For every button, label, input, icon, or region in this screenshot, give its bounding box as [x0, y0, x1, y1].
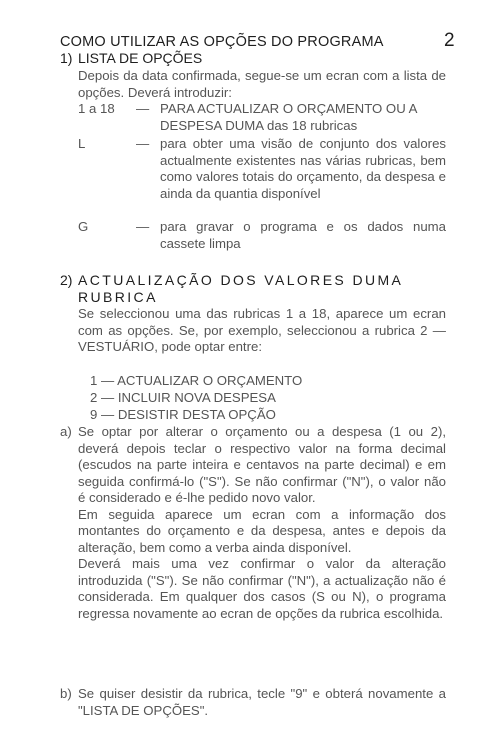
page-title: COMO UTILIZAR AS OPÇÕES DO PROGRAMA [60, 34, 384, 50]
item-key: G [78, 219, 89, 234]
option-text: 1 — ACTUALIZAR O ORÇAMENTO [90, 373, 303, 388]
item-dash: — [136, 219, 150, 234]
subsection-a-text [78, 424, 446, 622]
section-2-heading [60, 272, 450, 305]
section-2-number: 2) [60, 272, 73, 288]
subsection-b [60, 686, 450, 719]
paragraph: Se optar por alterar o orçamento ou a despesa (1 ou 2), deverá depois teclar o respectivo valor na forma decimal (escudos na parte inteira e centavos na parte decimal) e em seguida confirmá-lo ("S"). Se não confirmar ("N"), o valor não é considerado e é-lhe pedido novo valor. [78, 424, 446, 505]
subsection-b-text [78, 686, 446, 719]
item-dash: — [136, 136, 150, 151]
item-description: PARA ACTUALIZAR O ORÇAMENTO OU A DESPESA DUMA das 18 rubricas [160, 101, 417, 133]
section-1-title: LISTA DE OPÇÕES [78, 50, 203, 66]
list-item [78, 136, 446, 218]
option-text: 9 — DESISTIR DESTA OPÇÃO [90, 407, 276, 422]
item-description: para obter uma visão de conjunto dos valores actualmente existentes nas várias rubricas, bem como valores totais do orçamento, da despesa e ainda da quantia disponível [160, 136, 446, 201]
paragraph: Deverá mais uma vez confirmar o valor da alteração introduzida ("S"). Se não confirmar ("N"), a actualização não é considerada. Em qualquer dos casos (S ou N), o programa regressa novamente ao ecran de opções da rubrica escolhida. [78, 556, 446, 621]
option-line [90, 407, 276, 424]
page-number: 2 [444, 30, 455, 51]
paragraph: Em seguida aparece um ecran com a informação dos montantes do orçamento e da despesa, antes e depois da alteração, bem como a verba ainda disponível. [78, 506, 446, 555]
section-2-intro-text: Se seleccionou uma das rubricas 1 a 18, aparece um ecran com as opções. Se, por exemplo, seleccionou a rubrica 2 — VESTUÁRIO, pode optar entre: [78, 306, 446, 354]
item-key: L [78, 136, 86, 151]
option-text: 2 — INCLUIR NOVA DESPESA [90, 390, 276, 405]
option-line [90, 373, 302, 390]
section-1-intro [78, 68, 446, 101]
section-2-title: ACTUALIZAÇÃO DOS VALORES DUMA RUBRICA [78, 272, 403, 305]
section-1-intro-text: Depois da data confirmada, segue-se um ecran com a lista de opções. Deverá introduzir: [78, 68, 446, 100]
section-1-heading [60, 50, 202, 66]
list-item [78, 101, 446, 134]
list-item [78, 219, 446, 252]
subsection-a-label: a) [60, 424, 72, 439]
item-description: para gravar o programa e os dados numa cassete limpa [160, 219, 446, 251]
paragraph: Se quiser desistir da rubrica, tecle "9" e obterá novamente a "LISTA DE OPÇÕES". [78, 686, 446, 718]
section-1-number: 1) [60, 50, 73, 66]
item-key: 1 a 18 [78, 101, 115, 116]
option-line [90, 390, 276, 407]
section-2-intro [78, 306, 446, 356]
subsection-a [60, 424, 450, 684]
item-dash: — [136, 101, 150, 116]
subsection-b-label: b) [60, 686, 72, 701]
